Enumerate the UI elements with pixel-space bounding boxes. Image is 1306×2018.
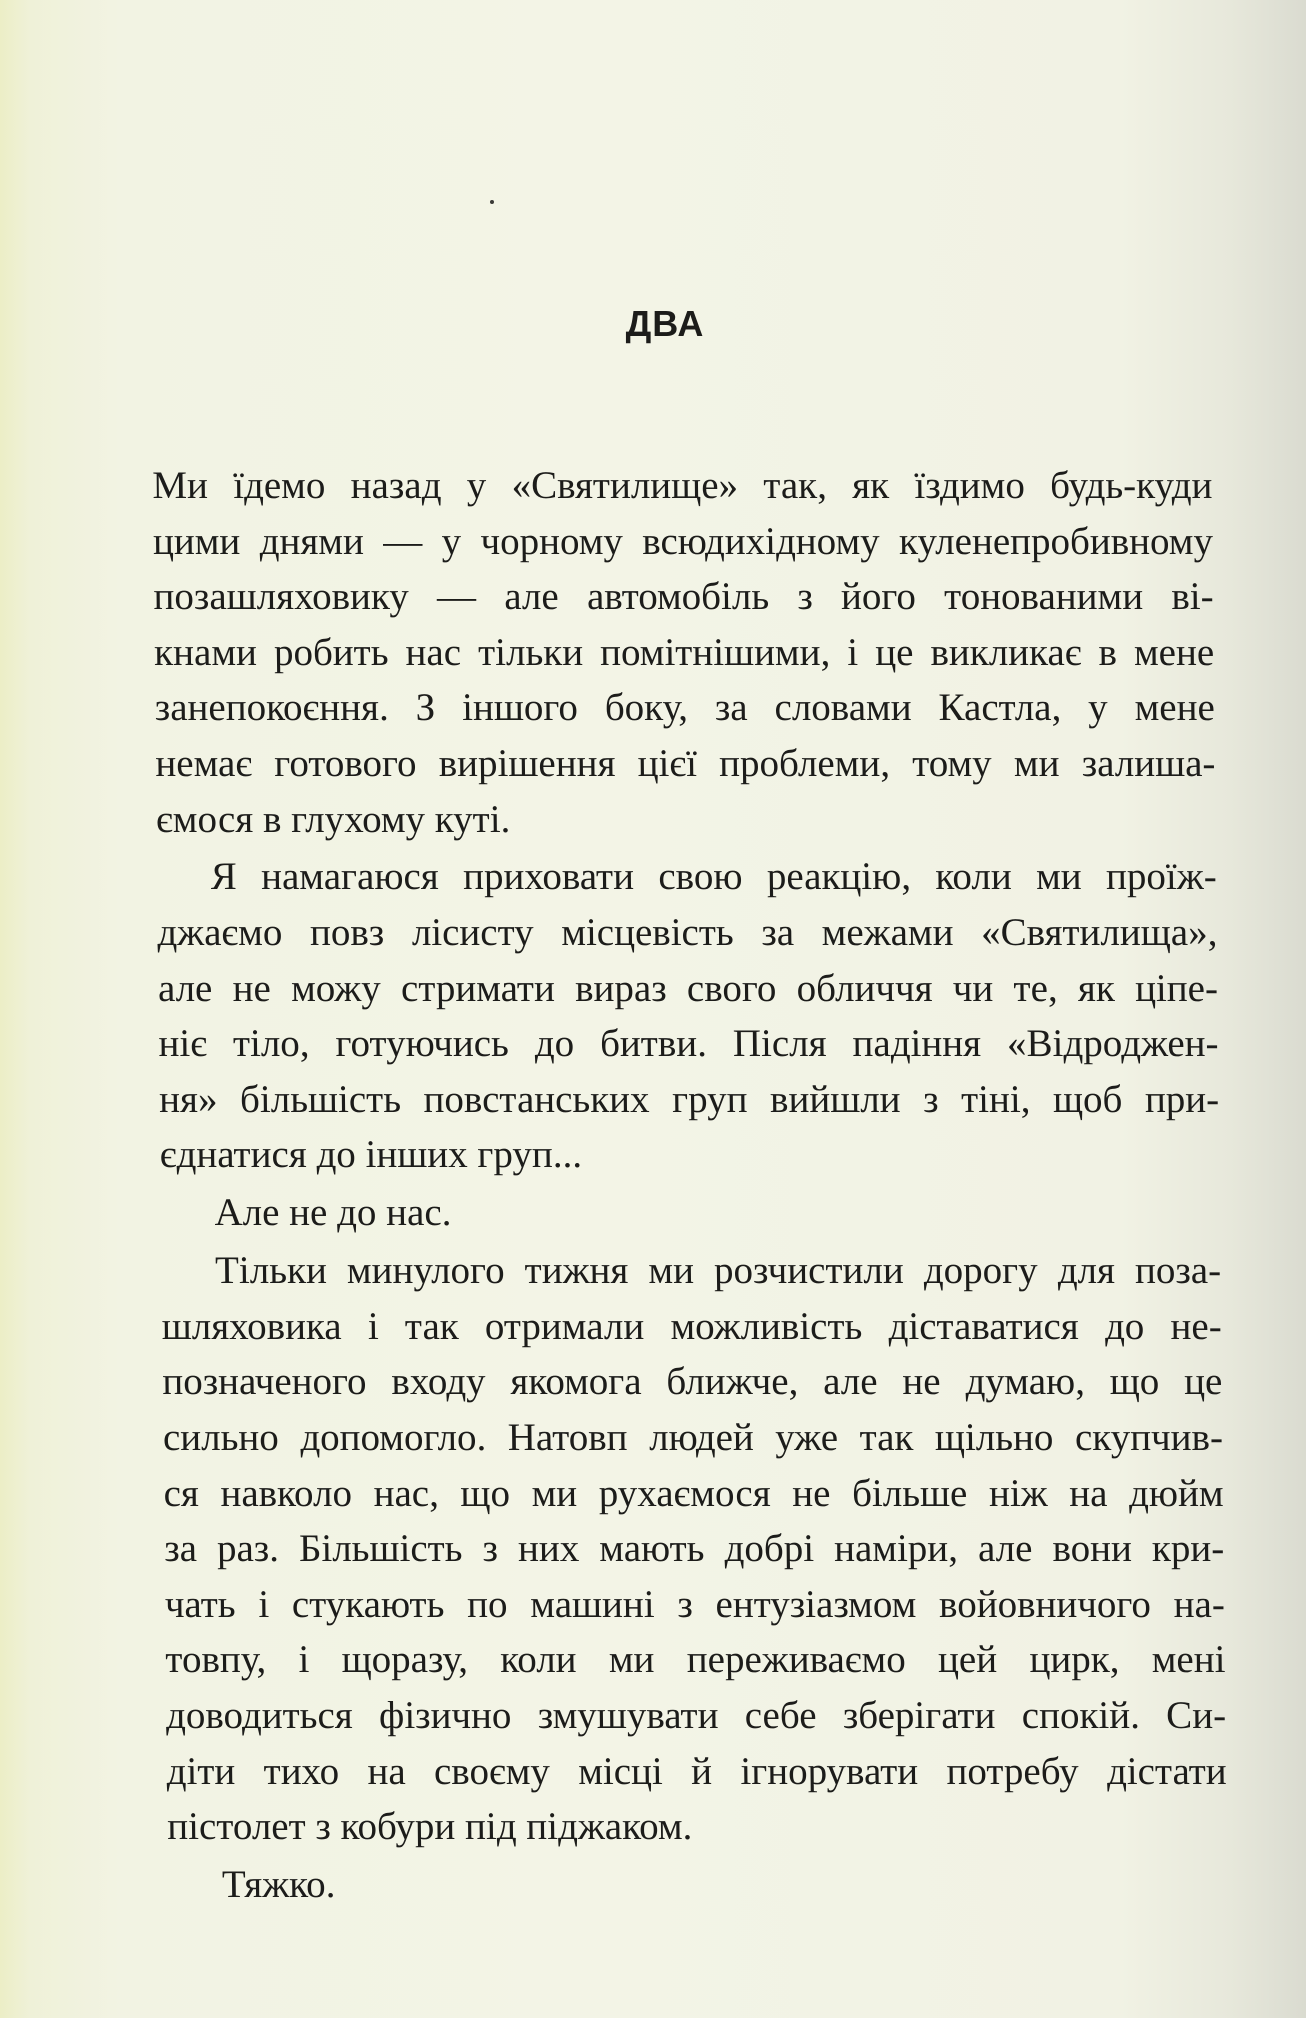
text-line: немає готового вирішення цієї проблеми, тому ми залиша- <box>155 741 1216 785</box>
text-line: позначеного входу якомога ближче, але не думаю, що це <box>162 1360 1223 1404</box>
text-line: сильно допомогло. Натовп людей уже так щільно скупчив- <box>162 1415 1224 1459</box>
text-line: ніє тіло, готуючись до битви. Після падіння «Відроджен- <box>158 1022 1219 1066</box>
text-line: кнами робить нас тільки помітнішими, і це викликає в мене <box>153 630 1215 674</box>
chapter-title: ДВА <box>625 303 705 344</box>
text-line: ня» більшість повстанських груп вийшли з тіні, щоб при- <box>158 1077 1220 1121</box>
text-line: шляховика і так отримали можливість діставатися до не- <box>161 1304 1222 1348</box>
text-line: Я намагаюся приховати свою реакцію, коли ми проїж- <box>210 855 1217 899</box>
text-line: Ми їдемо назад у «Святилище» так, як їздимо будь-куди <box>152 464 1213 507</box>
text-line: чать і стукають по машині з ентузіазмом войовничого на- <box>164 1582 1226 1626</box>
text-line: Тільки минулого тижня ми розчистили дорогу для поза- <box>214 1249 1222 1293</box>
text-line: товпу, і щоразу, коли ми переживаємо цей цирк, мені <box>165 1638 1226 1682</box>
text-line: цими днями — у чорному всюдихідному куленепробивному <box>152 519 1214 563</box>
chapter-text <box>152 458 1228 1913</box>
text-line: але не можу стримати вираз свого обличчя чи те, як ціпе- <box>157 966 1219 1010</box>
text-line: пістолет з кобури під піджаком. <box>167 1805 693 1849</box>
paragraph-2 <box>156 849 1220 1183</box>
text-line: доводиться фізично змушувати себе зберігати спокій. Си- <box>165 1693 1227 1737</box>
text-line: занепокоєння. З іншого боку, за словами Кастла, у мене <box>154 686 1216 730</box>
paragraph-4 <box>161 1243 1228 1855</box>
text-line: позашляховику — але автомобіль з його тонованими ві- <box>153 575 1214 619</box>
text-line: ся навколо нас, що ми рухаємося не більше ніж на дюйм <box>163 1471 1224 1515</box>
text-line: ємося в глухому куті. <box>155 797 511 841</box>
text-line: джаємо повз лісисту місцевість за межами «Святилища», <box>157 911 1218 955</box>
text-line: Але не до нас. <box>214 1191 452 1235</box>
paragraph-5 <box>168 1857 1229 1913</box>
paragraph-3 <box>160 1185 1221 1241</box>
text-line: діти тихо на своєму місці й ігнорувати потребу дістати <box>166 1749 1227 1793</box>
text-line: Тяжко. <box>221 1863 336 1907</box>
text-line: єднатися до інших груп... <box>159 1133 583 1177</box>
print-dot <box>490 200 494 204</box>
paragraph-1 <box>152 458 1216 847</box>
text-line: за раз. Більшість з них мають добрі наміри, але вони кри- <box>163 1527 1225 1571</box>
